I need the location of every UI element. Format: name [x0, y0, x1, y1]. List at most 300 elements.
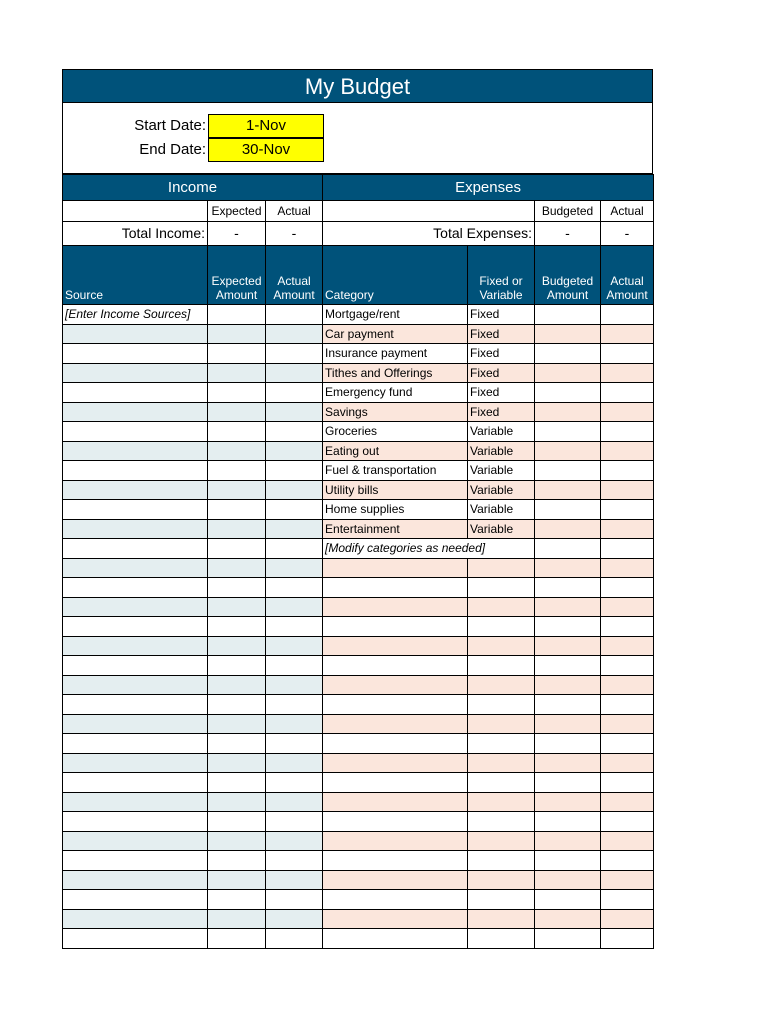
- table-row: [63, 539, 654, 559]
- table-row: [63, 675, 654, 695]
- total-income-actual: -: [266, 222, 323, 246]
- income-expected-cell[interactable]: [208, 324, 266, 344]
- income-expected-cell[interactable]: [208, 929, 266, 949]
- table-row: [63, 344, 654, 364]
- col-fixed-variable-text: Fixed or Variable: [479, 274, 523, 302]
- income-expected-cell[interactable]: [208, 402, 266, 422]
- income-expected-cell[interactable]: [208, 636, 266, 656]
- table-row: [63, 792, 654, 812]
- income-source-cell[interactable]: [Enter Income Sources]: [63, 305, 208, 325]
- income-expected-cell[interactable]: [208, 519, 266, 539]
- income-source-cell[interactable]: [63, 441, 208, 461]
- expense-budgeted-cell[interactable]: [535, 714, 601, 734]
- expense-type-cell[interactable]: [468, 695, 535, 715]
- expense-category-cell[interactable]: [323, 909, 468, 929]
- income-expected-cell[interactable]: [208, 890, 266, 910]
- expense-category-cell[interactable]: Entertainment: [323, 519, 468, 539]
- income-source-cell[interactable]: [63, 714, 208, 734]
- income-source-cell[interactable]: [63, 578, 208, 598]
- table-row: [63, 909, 654, 929]
- expense-type-cell[interactable]: Variable: [468, 480, 535, 500]
- expense-category-cell[interactable]: Emergency fund: [323, 383, 468, 403]
- expense-budgeted-cell[interactable]: [535, 675, 601, 695]
- income-source-cell[interactable]: [63, 500, 208, 520]
- table-row: [63, 734, 654, 754]
- income-actual-cell[interactable]: [266, 558, 323, 578]
- income-source-cell[interactable]: [63, 675, 208, 695]
- expense-type-cell[interactable]: Variable: [468, 461, 535, 481]
- income-expected-cell[interactable]: [208, 558, 266, 578]
- table-row: [63, 480, 654, 500]
- income-source-cell[interactable]: [63, 383, 208, 403]
- expense-actual-cell[interactable]: [601, 831, 654, 851]
- expense-budgeted-cell[interactable]: [535, 500, 601, 520]
- expense-category-cell[interactable]: Mortgage/rent: [323, 305, 468, 325]
- income-source-cell[interactable]: [63, 344, 208, 364]
- col-expected-amount-text: Expected Amount: [211, 274, 262, 302]
- income-expected-cell[interactable]: [208, 480, 266, 500]
- income-source-cell[interactable]: [63, 851, 208, 871]
- income-expected-cell[interactable]: [208, 851, 266, 871]
- expense-budgeted-cell[interactable]: [535, 558, 601, 578]
- expense-type-cell[interactable]: [468, 597, 535, 617]
- expense-type-cell[interactable]: [468, 909, 535, 929]
- end-date-field[interactable]: 30-Nov: [208, 138, 324, 162]
- income-actual-cell[interactable]: [266, 363, 323, 383]
- income-expected-cell[interactable]: [208, 344, 266, 364]
- expense-budgeted-cell[interactable]: [535, 734, 601, 754]
- expense-actual-cell[interactable]: [601, 363, 654, 383]
- expense-actual-cell[interactable]: [601, 441, 654, 461]
- expense-type-cell[interactable]: [468, 792, 535, 812]
- table-row: [63, 851, 654, 871]
- income-expected-cell[interactable]: [208, 675, 266, 695]
- expense-type-cell[interactable]: Fixed: [468, 324, 535, 344]
- income-actual-cell[interactable]: [266, 461, 323, 481]
- expense-category-cell[interactable]: [323, 851, 468, 871]
- data-rows: [63, 305, 654, 949]
- expense-type-cell[interactable]: Variable: [468, 422, 535, 442]
- income-expected-cell[interactable]: [208, 363, 266, 383]
- income-source-cell[interactable]: [63, 929, 208, 949]
- income-expected-cell[interactable]: [208, 870, 266, 890]
- expense-budgeted-cell[interactable]: [535, 656, 601, 676]
- expense-actual-cell[interactable]: [601, 929, 654, 949]
- table-row: [63, 831, 654, 851]
- expense-budgeted-cell[interactable]: [535, 519, 601, 539]
- table-row: [63, 714, 654, 734]
- table-row: [63, 500, 654, 520]
- expense-type-cell[interactable]: [468, 851, 535, 871]
- expense-type-cell[interactable]: Fixed: [468, 305, 535, 325]
- income-source-cell[interactable]: [63, 402, 208, 422]
- income-expected-cell[interactable]: [208, 422, 266, 442]
- expense-type-cell[interactable]: Fixed: [468, 344, 535, 364]
- page-title: My Budget: [62, 69, 653, 103]
- expense-actual-cell[interactable]: [601, 753, 654, 773]
- expense-budgeted-cell[interactable]: [535, 792, 601, 812]
- income-actual-cell[interactable]: [266, 675, 323, 695]
- income-source-cell[interactable]: [63, 539, 208, 559]
- expense-category-cell[interactable]: [323, 597, 468, 617]
- expense-category-cell[interactable]: Insurance payment: [323, 344, 468, 364]
- col-fixed-variable: [468, 246, 535, 305]
- expense-budgeted-cell[interactable]: [535, 422, 601, 442]
- expense-actual-cell[interactable]: [601, 890, 654, 910]
- expense-category-cell[interactable]: [323, 929, 468, 949]
- income-source-cell[interactable]: [63, 480, 208, 500]
- expense-actual-cell[interactable]: [601, 402, 654, 422]
- table-row: [63, 363, 654, 383]
- expense-type-cell[interactable]: [468, 558, 535, 578]
- expense-category-cell[interactable]: [323, 695, 468, 715]
- income-actual-cell[interactable]: [266, 539, 323, 559]
- expense-budgeted-cell[interactable]: [535, 695, 601, 715]
- income-actual-cell[interactable]: [266, 344, 323, 364]
- expense-type-cell[interactable]: Fixed: [468, 363, 535, 383]
- table-row: [63, 617, 654, 637]
- expense-category-cell[interactable]: [323, 656, 468, 676]
- expense-budgeted-cell[interactable]: [535, 909, 601, 929]
- table-row: [63, 324, 654, 344]
- expense-budgeted-cell[interactable]: [535, 539, 601, 559]
- expense-actual-cell[interactable]: [601, 851, 654, 871]
- expense-type-cell[interactable]: Fixed: [468, 402, 535, 422]
- start-date-label: Start Date:: [134, 117, 206, 134]
- income-expected-cell[interactable]: [208, 909, 266, 929]
- income-expected-cell[interactable]: [208, 305, 266, 325]
- expense-category-cell[interactable]: Fuel & transportation: [323, 461, 468, 481]
- income-actual-cell[interactable]: [266, 578, 323, 598]
- expense-actual-cell[interactable]: [601, 675, 654, 695]
- total-income-label: Total Income:: [63, 222, 208, 246]
- income-expected-cell[interactable]: [208, 578, 266, 598]
- expense-actual-cell[interactable]: [601, 636, 654, 656]
- income-actual-cell[interactable]: [266, 441, 323, 461]
- income-expected-cell[interactable]: [208, 773, 266, 793]
- income-actual-cell[interactable]: [266, 714, 323, 734]
- budget-sheet: [62, 69, 653, 949]
- expense-budgeted-cell[interactable]: [535, 578, 601, 598]
- income-source-cell[interactable]: [63, 363, 208, 383]
- col-budgeted-amount-text: Budgeted Amount: [541, 274, 594, 302]
- expense-budgeted-cell[interactable]: [535, 812, 601, 832]
- income-expected-cell[interactable]: [208, 461, 266, 481]
- end-date-label: End Date:: [139, 141, 206, 158]
- expense-actual-cell[interactable]: [601, 812, 654, 832]
- table-row: [63, 305, 654, 325]
- income-source-cell[interactable]: [63, 773, 208, 793]
- col-source: Source: [63, 246, 208, 305]
- income-subhead-blank: [63, 201, 208, 222]
- expense-category-cell[interactable]: [323, 870, 468, 890]
- expense-budgeted-cell[interactable]: [535, 344, 601, 364]
- income-source-cell[interactable]: [63, 870, 208, 890]
- income-subhead-expected: Expected: [208, 201, 266, 222]
- income-source-cell[interactable]: [63, 812, 208, 832]
- expense-actual-cell[interactable]: [601, 480, 654, 500]
- income-actual-cell[interactable]: [266, 480, 323, 500]
- expense-actual-cell[interactable]: [601, 324, 654, 344]
- income-source-cell[interactable]: [63, 558, 208, 578]
- expense-actual-cell[interactable]: [601, 773, 654, 793]
- income-expected-cell[interactable]: [208, 734, 266, 754]
- expense-subhead-actual: Actual: [601, 201, 654, 222]
- income-actual-cell[interactable]: [266, 636, 323, 656]
- income-expected-cell[interactable]: [208, 383, 266, 403]
- table-row: [63, 656, 654, 676]
- income-source-cell[interactable]: [63, 519, 208, 539]
- income-actual-cell[interactable]: [266, 909, 323, 929]
- expense-budgeted-cell[interactable]: [535, 441, 601, 461]
- expense-actual-cell[interactable]: [601, 461, 654, 481]
- income-expected-cell[interactable]: [208, 695, 266, 715]
- expense-type-cell[interactable]: [468, 656, 535, 676]
- expense-type-cell[interactable]: Variable: [468, 441, 535, 461]
- income-expected-cell[interactable]: [208, 441, 266, 461]
- income-actual-cell[interactable]: [266, 831, 323, 851]
- income-expected-cell[interactable]: [208, 500, 266, 520]
- date-section: [62, 103, 653, 174]
- expense-budgeted-cell[interactable]: [535, 597, 601, 617]
- expense-actual-cell[interactable]: [601, 383, 654, 403]
- income-expected-cell[interactable]: [208, 714, 266, 734]
- expense-budgeted-cell[interactable]: [535, 870, 601, 890]
- income-source-cell[interactable]: [63, 792, 208, 812]
- table-row: [63, 695, 654, 715]
- expense-budgeted-cell[interactable]: [535, 890, 601, 910]
- expense-subhead-budgeted: Budgeted: [535, 201, 601, 222]
- income-actual-cell[interactable]: [266, 753, 323, 773]
- col-actual-amount-income-text: Actual Amount: [273, 274, 315, 302]
- expense-budgeted-cell[interactable]: [535, 636, 601, 656]
- expense-category-cell[interactable]: [323, 734, 468, 754]
- expense-category-cell[interactable]: Groceries: [323, 422, 468, 442]
- table-row: [63, 461, 654, 481]
- expense-budgeted-cell[interactable]: [535, 617, 601, 637]
- expense-actual-cell[interactable]: [601, 500, 654, 520]
- expense-type-cell[interactable]: [468, 870, 535, 890]
- income-actual-cell[interactable]: [266, 402, 323, 422]
- expense-actual-cell[interactable]: [601, 519, 654, 539]
- col-expected-amount: [208, 246, 266, 305]
- income-actual-cell[interactable]: [266, 929, 323, 949]
- income-actual-cell[interactable]: [266, 734, 323, 754]
- expense-subhead-blank: [323, 201, 535, 222]
- income-expected-cell[interactable]: [208, 617, 266, 637]
- expense-actual-cell[interactable]: [601, 422, 654, 442]
- expense-type-cell[interactable]: [468, 773, 535, 793]
- income-actual-cell[interactable]: [266, 617, 323, 637]
- expense-budgeted-cell[interactable]: [535, 773, 601, 793]
- table-row: [63, 773, 654, 793]
- income-actual-cell[interactable]: [266, 890, 323, 910]
- income-source-cell[interactable]: [63, 617, 208, 637]
- income-source-cell[interactable]: [63, 636, 208, 656]
- expense-actual-cell[interactable]: [601, 870, 654, 890]
- expense-actual-cell[interactable]: [601, 695, 654, 715]
- table-row: [63, 597, 654, 617]
- expense-category-cell[interactable]: Home supplies: [323, 500, 468, 520]
- expense-category-cell[interactable]: [323, 831, 468, 851]
- expense-category-cell[interactable]: Eating out: [323, 441, 468, 461]
- income-actual-cell[interactable]: [266, 851, 323, 871]
- expense-budgeted-cell[interactable]: [535, 851, 601, 871]
- expense-actual-cell[interactable]: [601, 305, 654, 325]
- expense-type-cell[interactable]: [468, 831, 535, 851]
- table-row: [63, 929, 654, 949]
- income-expected-cell[interactable]: [208, 656, 266, 676]
- income-header: Income: [63, 175, 323, 201]
- col-category: Category: [323, 246, 468, 305]
- expense-category-cell[interactable]: Utility bills: [323, 480, 468, 500]
- income-actual-cell[interactable]: [266, 695, 323, 715]
- income-source-cell[interactable]: [63, 909, 208, 929]
- table-row: [63, 422, 654, 442]
- expense-type-cell[interactable]: [468, 636, 535, 656]
- income-actual-cell[interactable]: [266, 383, 323, 403]
- expense-actual-cell[interactable]: [601, 617, 654, 637]
- expense-budgeted-cell[interactable]: [535, 402, 601, 422]
- expense-type-cell[interactable]: [468, 812, 535, 832]
- expense-budgeted-cell[interactable]: [535, 831, 601, 851]
- income-source-cell[interactable]: [63, 597, 208, 617]
- expense-budgeted-cell[interactable]: [535, 383, 601, 403]
- expense-type-cell[interactable]: [468, 753, 535, 773]
- expense-budgeted-cell[interactable]: [535, 753, 601, 773]
- income-actual-cell[interactable]: [266, 773, 323, 793]
- expenses-header: Expenses: [323, 175, 654, 201]
- expense-actual-cell[interactable]: [601, 578, 654, 598]
- col-actual-amount-expense: [601, 246, 654, 305]
- expense-category-cell[interactable]: [323, 753, 468, 773]
- income-source-cell[interactable]: [63, 656, 208, 676]
- expense-category-cell[interactable]: [323, 636, 468, 656]
- expense-category-cell[interactable]: [323, 578, 468, 598]
- table-row: [63, 558, 654, 578]
- income-source-cell[interactable]: [63, 890, 208, 910]
- expense-type-cell[interactable]: [468, 675, 535, 695]
- income-actual-cell[interactable]: [266, 656, 323, 676]
- expense-actual-cell[interactable]: [601, 792, 654, 812]
- expense-budgeted-cell[interactable]: [535, 929, 601, 949]
- expense-actual-cell[interactable]: [601, 656, 654, 676]
- income-source-cell[interactable]: [63, 753, 208, 773]
- income-expected-cell[interactable]: [208, 753, 266, 773]
- expense-budgeted-cell[interactable]: [535, 324, 601, 344]
- expense-category-cell[interactable]: [Modify categories as needed]: [323, 539, 468, 559]
- income-source-cell[interactable]: [63, 734, 208, 754]
- expense-budgeted-cell[interactable]: [535, 305, 601, 325]
- expense-category-cell[interactable]: [323, 558, 468, 578]
- table-row: [63, 578, 654, 598]
- income-expected-cell[interactable]: [208, 812, 266, 832]
- expense-actual-cell[interactable]: [601, 714, 654, 734]
- table-row: [63, 636, 654, 656]
- table-row: [63, 441, 654, 461]
- income-expected-cell[interactable]: [208, 792, 266, 812]
- total-expenses-label: Total Expenses:: [323, 222, 535, 246]
- expense-actual-cell[interactable]: [601, 539, 654, 559]
- expense-type-cell[interactable]: [468, 714, 535, 734]
- expense-category-cell[interactable]: Savings: [323, 402, 468, 422]
- expense-category-cell[interactable]: [323, 792, 468, 812]
- total-expenses-actual: -: [601, 222, 654, 246]
- expense-budgeted-cell[interactable]: [535, 461, 601, 481]
- income-expected-cell[interactable]: [208, 539, 266, 559]
- income-source-cell[interactable]: [63, 831, 208, 851]
- income-source-cell[interactable]: [63, 324, 208, 344]
- income-source-cell[interactable]: [63, 461, 208, 481]
- end-date-row: [63, 138, 324, 162]
- expense-budgeted-cell[interactable]: [535, 480, 601, 500]
- income-actual-cell[interactable]: [266, 324, 323, 344]
- expense-type-cell[interactable]: Variable: [468, 500, 535, 520]
- expense-type-cell[interactable]: [468, 890, 535, 910]
- income-subhead-actual: Actual: [266, 201, 323, 222]
- expense-actual-cell[interactable]: [601, 909, 654, 929]
- income-actual-cell[interactable]: [266, 792, 323, 812]
- income-actual-cell[interactable]: [266, 500, 323, 520]
- table-row: [63, 890, 654, 910]
- expense-category-cell[interactable]: [323, 714, 468, 734]
- expense-actual-cell[interactable]: [601, 597, 654, 617]
- table-row: [63, 519, 654, 539]
- start-date-row: [63, 114, 324, 138]
- col-budgeted-amount: [535, 246, 601, 305]
- expense-category-cell[interactable]: [323, 890, 468, 910]
- expense-category-cell[interactable]: Tithes and Offerings: [323, 363, 468, 383]
- col-actual-amount-income: [266, 246, 323, 305]
- col-actual-amount-expense-text: Actual Amount: [606, 274, 648, 302]
- expense-type-cell[interactable]: [468, 578, 535, 598]
- expense-type-cell[interactable]: [468, 734, 535, 754]
- expense-category-cell[interactable]: [323, 617, 468, 637]
- table-row: [63, 870, 654, 890]
- income-actual-cell[interactable]: [266, 597, 323, 617]
- income-source-cell[interactable]: [63, 422, 208, 442]
- expense-budgeted-cell[interactable]: [535, 363, 601, 383]
- expense-category-cell[interactable]: [323, 675, 468, 695]
- table-row: [63, 812, 654, 832]
- table-row: [63, 753, 654, 773]
- expense-type-cell[interactable]: [468, 929, 535, 949]
- budget-table: [62, 174, 654, 949]
- income-actual-cell[interactable]: [266, 870, 323, 890]
- income-expected-cell[interactable]: [208, 831, 266, 851]
- income-actual-cell[interactable]: [266, 812, 323, 832]
- expense-type-cell[interactable]: Fixed: [468, 383, 535, 403]
- expense-type-cell[interactable]: Variable: [468, 519, 535, 539]
- income-source-cell[interactable]: [63, 695, 208, 715]
- expense-category-cell[interactable]: [323, 773, 468, 793]
- total-income-expected: -: [208, 222, 266, 246]
- expense-actual-cell[interactable]: [601, 344, 654, 364]
- expense-actual-cell[interactable]: [601, 734, 654, 754]
- table-row: [63, 402, 654, 422]
- income-actual-cell[interactable]: [266, 422, 323, 442]
- expense-category-cell[interactable]: Car payment: [323, 324, 468, 344]
- total-expenses-budgeted: -: [535, 222, 601, 246]
- expense-actual-cell[interactable]: [601, 558, 654, 578]
- expense-type-cell[interactable]: [468, 617, 535, 637]
- income-expected-cell[interactable]: [208, 597, 266, 617]
- start-date-field[interactable]: 1-Nov: [208, 114, 324, 138]
- income-actual-cell[interactable]: [266, 305, 323, 325]
- income-actual-cell[interactable]: [266, 519, 323, 539]
- expense-category-cell[interactable]: [323, 812, 468, 832]
- table-row: [63, 383, 654, 403]
